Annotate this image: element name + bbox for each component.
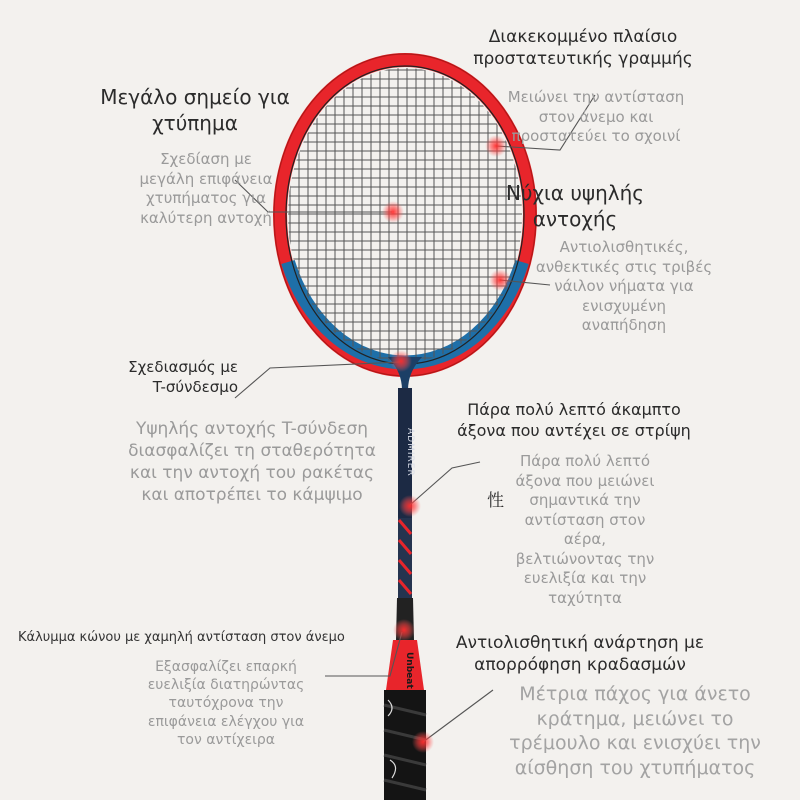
frame-callout-title: Διακεκομμένο πλαίσιο προστατευτικής γραμμής <box>473 27 693 70</box>
shaft-callout-desc: Πάρα πολύ λεπτό άξονα που μειώνει σημαντικά την αντίσταση στον αέρα, βελτιώνοντας την ευελιξία και την ταχύτητα <box>515 452 655 607</box>
strings-callout-title: Νύχια υψηλής αντοχής <box>505 181 645 231</box>
hotspot-cone <box>393 619 415 641</box>
cone-cap <box>386 640 424 690</box>
hotspot-sweet-spot <box>382 201 404 223</box>
shaft-callout-title: Πάρα πολύ λεπτό άκαμπτο άξονα που αντέχει σε στρίψη <box>457 400 691 440</box>
stray-character: 性 <box>487 491 504 511</box>
strings-callout-desc: Αντιολισθητικές, ανθεκτικές στις τριβές νάιλον νήματα για ενισχυμένη αναπήδηση <box>535 238 713 334</box>
hotspot-shaft <box>399 495 421 517</box>
sweet-spot-callout-desc: Σχεδίαση με μεγάλη επιφάνεια χτυπήματος για καλύτερη αντοχή <box>139 150 273 227</box>
t-joint-callout-desc: Υψηλής αντοχής T-σύνδεση διασφαλίζει τη σταθερότητα και την αντοχή του ρακέτας και αποτρέπει το κάμψιμο <box>128 419 376 506</box>
shaft-brand-text: ADMIRER <box>405 428 415 477</box>
grip-brand-text: Unbeat <box>404 652 414 689</box>
t-joint-callout-title: Σχεδιασμός με T-σύνδεσμο <box>128 358 238 396</box>
hotspot-grip <box>412 731 434 753</box>
cone-callout-desc: Εξασφαλίζει επαρκή ευελιξία διατηρώντας ταυτόχρονα την επιφάνεια ελέγχου για τον αντίχειρα <box>147 659 305 748</box>
frame-callout-desc: Μειώνει την αντίσταση στον άνεμο και προστατεύει το σχοινί <box>507 88 685 145</box>
grip-callout-desc: Μέτρια πάχος για άνετο κράτημα, μειώνει το τρέμουλο και ενισχύει την αίσθηση του χτυπήματος <box>509 683 761 780</box>
sweet-spot-callout-title: Μεγάλο σημείο για χτύπημα <box>100 85 290 135</box>
hotspot-t-joint <box>390 350 412 372</box>
cone-callout-title: Κάλυμμα κώνου με χαμηλή αντίσταση στον άνεμο <box>18 630 345 645</box>
grip-callout-title: Αντιολισθητική ανάρτηση με απορρόφηση κραδασμών <box>455 633 705 676</box>
hotspot-strings <box>489 269 511 291</box>
